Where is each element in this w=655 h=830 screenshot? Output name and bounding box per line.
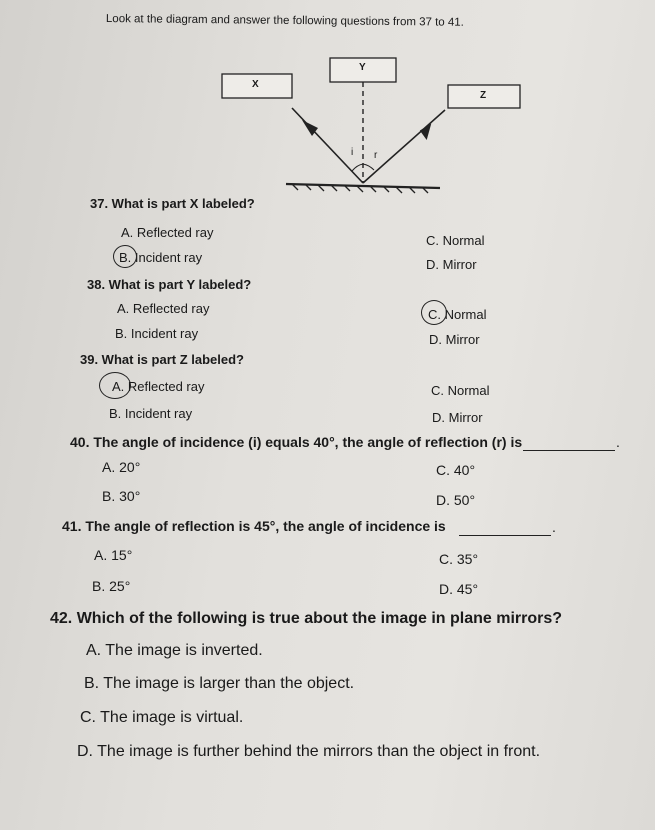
angle-i-arc	[352, 164, 363, 171]
diagram-label-x: X	[252, 79, 259, 90]
q39-option-b[interactable]: B. Incident ray	[109, 406, 193, 421]
q41-period: .	[552, 519, 556, 535]
q42-option-d[interactable]: D. The image is further behind the mirrors than the object in front.	[77, 743, 541, 760]
q40-period: .	[616, 434, 620, 450]
q38-option-a[interactable]: A. Reflected ray	[117, 301, 210, 316]
q38-option-c[interactable]: C. Normal	[428, 307, 487, 322]
q39-option-d[interactable]: D. Mirror	[432, 410, 483, 425]
q38-option-b[interactable]: B. Incident ray	[115, 326, 199, 341]
q37-option-a[interactable]: A. Reflected ray	[121, 225, 214, 240]
q41-answer-blank[interactable]	[459, 535, 551, 536]
q37-answer-circle	[113, 245, 137, 268]
incident-ray	[292, 108, 363, 183]
question-39: 39. What is part Z labeled?	[80, 352, 244, 367]
q41-option-c[interactable]: C. 35°	[439, 551, 479, 567]
q38-answer-circle	[421, 300, 447, 325]
question-42: 42. Which of the following is true about the image in plane mirrors?	[50, 610, 563, 627]
q38-option-d[interactable]: D. Mirror	[429, 332, 480, 347]
q40-option-d[interactable]: D. 50°	[436, 492, 476, 508]
instructions: Look at the diagram and answer the following questions from 37 to 41.	[105, 13, 464, 29]
diagram-label-z: Z	[480, 90, 487, 101]
question-38: 38. What is part Y labeled?	[87, 277, 252, 292]
q41-option-b[interactable]: B. 25°	[92, 578, 131, 594]
q40-option-c[interactable]: C. 40°	[436, 462, 476, 478]
diagram-label-r: r	[374, 150, 378, 161]
q39-option-c[interactable]: C. Normal	[431, 383, 490, 398]
q37-option-c[interactable]: C. Normal	[426, 233, 485, 248]
q41-option-d[interactable]: D. 45°	[439, 581, 479, 597]
question-41: 41. The angle of reflection is 45°, the angle of incidence is	[62, 518, 446, 534]
angle-r-arc	[363, 164, 374, 170]
diagram-label-i: i	[351, 147, 354, 158]
q40-option-b[interactable]: B. 30°	[102, 488, 141, 504]
reflected-ray	[363, 110, 445, 183]
q42-option-c[interactable]: C. The image is virtual.	[80, 709, 244, 726]
q37-option-d[interactable]: D. Mirror	[426, 257, 477, 272]
diagram-label-y: Y	[359, 62, 366, 73]
question-37: 37. What is part X labeled?	[90, 196, 255, 211]
q40-answer-blank[interactable]	[523, 450, 615, 451]
q40-option-a[interactable]: A. 20°	[102, 459, 141, 475]
question-40: 40. The angle of incidence (i) equals 40°, the angle of reflection (r) is	[70, 434, 523, 450]
q42-option-a[interactable]: A. The image is inverted.	[86, 642, 263, 659]
q39-answer-circle	[99, 372, 131, 399]
q41-option-a[interactable]: A. 15°	[94, 547, 133, 563]
q42-option-b[interactable]: B. The image is larger than the object.	[84, 675, 355, 692]
q37-option-b[interactable]: B. Incident ray	[119, 250, 203, 265]
q39-option-a[interactable]: A. Reflected ray	[112, 379, 205, 394]
